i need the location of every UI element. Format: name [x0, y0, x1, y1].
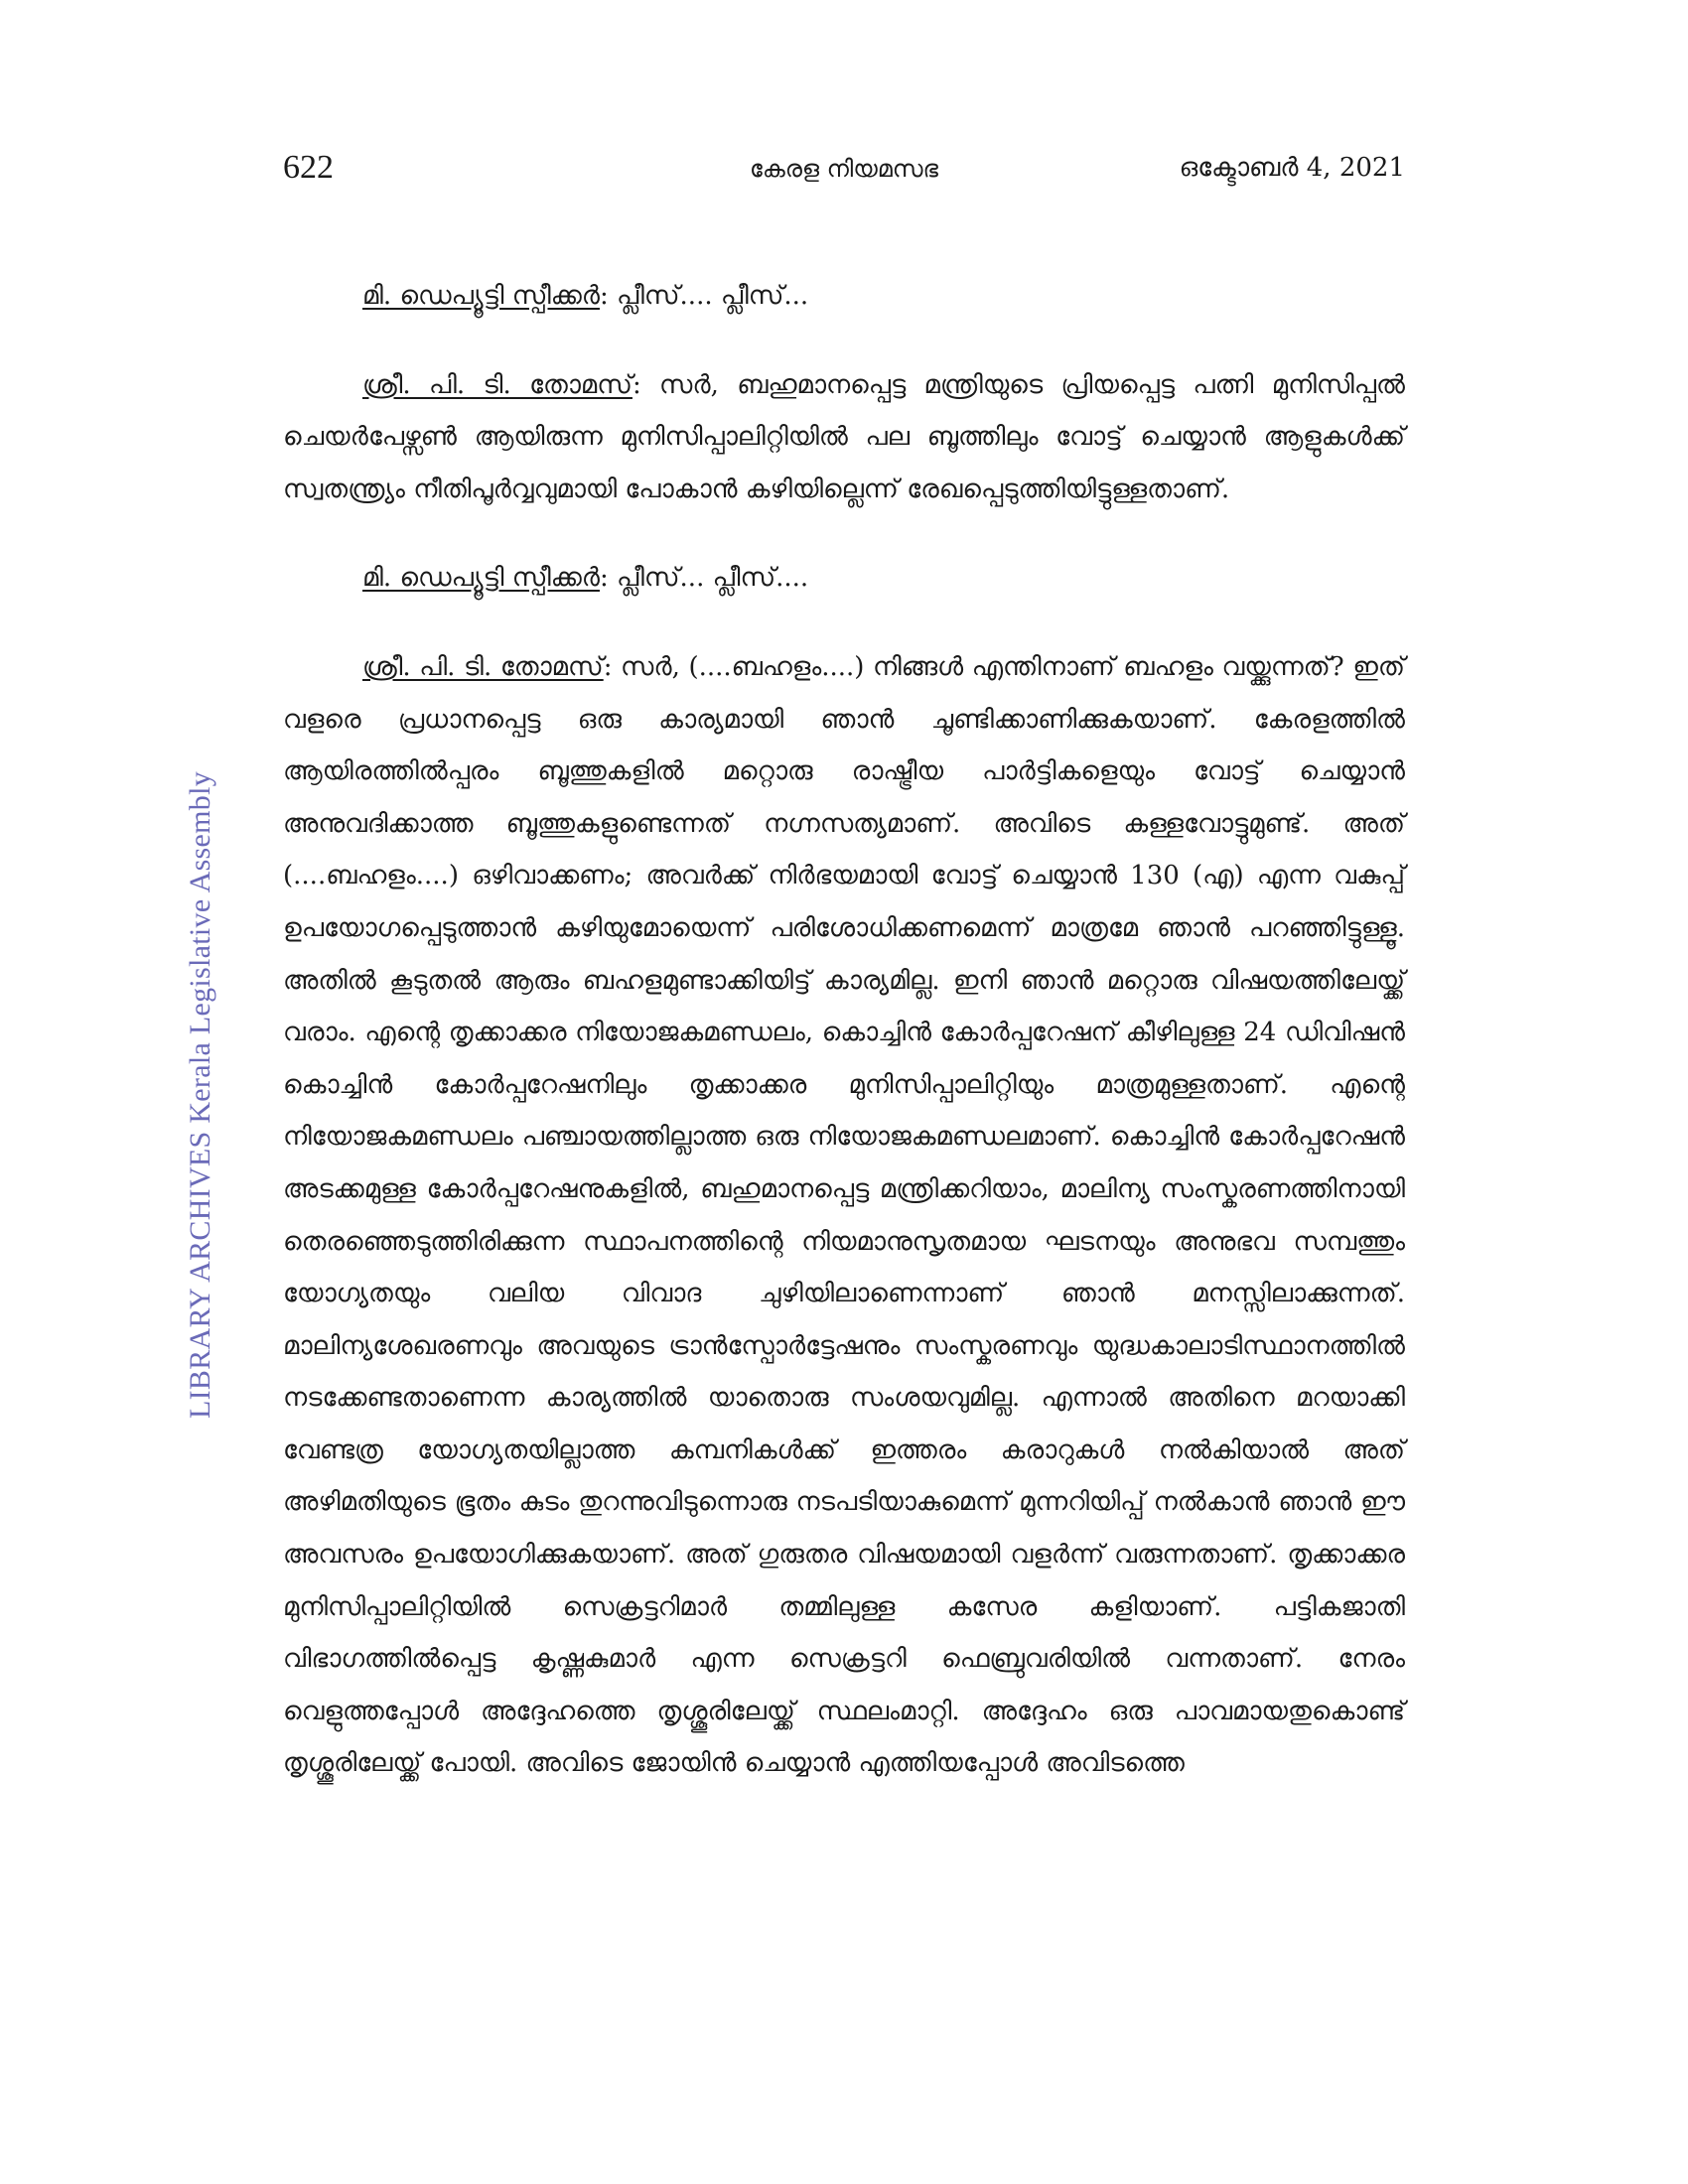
paragraph-text: : പ്ലീസ്... പ്ലീസ്....	[599, 563, 809, 594]
page-number: 622	[283, 149, 334, 186]
running-title: കേരള നിയമസഭ	[749, 155, 939, 183]
page-header	[283, 149, 1405, 199]
paragraph-text: : പ്ലീസ്.... പ്ലീസ്...	[599, 281, 809, 311]
speaker-name: മി. ഡെപ്യൂട്ടി സ്പീക്കർ	[362, 563, 600, 594]
speaker-name: ശ്രീ. പി. ടി. തോമസ്	[362, 369, 633, 400]
paragraph-text: : സർ, ബഹുമാനപ്പെട്ട മന്ത്രിയുടെ പ്രിയപ്പെട്ട പത്നി മുനിസിപ്പൽ ചെയർപേഴ്സൺ ആയിരുന്ന മുനിസിപ്പാലിറ്റിയിൽ പല ബൂത്തിലും വോട്ട് ചെയ്യാൻ ആളുകൾക്ക് സ്വതന്ത്ര്യം നീതിപൂർവ്വവുമായി പോകാൻ കഴിയില്ലെന്ന് രേഖപ്പെടുത്തിയിട്ടുള്ളതാണ്.	[283, 369, 1405, 504]
paragraph-pt-thomas-2	[283, 641, 1405, 1790]
header-date: ഒക്ടോബർ 4, 2021	[1179, 153, 1405, 183]
library-archives-watermark: LIBRARY ARCHIVES Kerala Legislative Assembly	[184, 770, 216, 1420]
paragraph-deputy-speaker-2	[283, 552, 1405, 605]
paragraph-pt-thomas-1	[283, 359, 1405, 516]
paragraph-deputy-speaker-1	[283, 270, 1405, 323]
proceedings-body	[283, 270, 1405, 1827]
paragraph-text: : സർ, (....ബഹളം....) നിങ്ങൾ എന്തിനാണ് ബഹളം വയ്ക്കുന്നത്? ഇത് വളരെ പ്രധാനപ്പെട്ട ഒരു കാര്യമായി ഞാൻ ചൂണ്ടിക്കാണിക്കുകയാണ്. കേരളത്തിൽ ആയിരത്തിൽപ്പരം ബൂത്തുകളിൽ മറ്റൊരു രാഷ്ട്രീയ പാർട്ടികളെയും വോട്ട് ചെയ്യാൻ അനുവദിക്കാത്ത ബൂത്തുകളുണ്ടെന്നത് നഗ്നസത്യമാണ്. അവിടെ കള്ളവോട്ടുമുണ്ട്. അത് (....ബഹളം....) ഒഴിവാക്കണം; അവർക്ക് നിർഭയമായി വോട്ട് ചെയ്യാൻ 130 (എ) എന്ന വകുപ്പ് ഉപയോഗപ്പെടുത്താൻ കഴിയുമോയെന്ന് പരിശോധിക്കണമെന്ന് മാത്രമേ ഞാൻ പറഞ്ഞിട്ടുള്ളൂ. അതിൽ കൂടുതൽ ആരും ബഹളമുണ്ടാക്കിയിട്ട് കാര്യമില്ല. ഇനി ഞാൻ മറ്റൊരു വിഷയത്തിലേയ്ക്ക് വരാം. എന്റെ തൃക്കാക്കര നിയോജകമണ്ഡലം, കൊച്ചിൻ കോർപ്പറേഷന് കീഴിലുള്ള 24 ഡിവിഷൻ കൊച്ചിൻ കോർപ്പറേഷനിലും തൃക്കാക്കര മുനിസിപ്പാലിറ്റിയും മാത്രമുള്ളതാണ്. എന്റെ നിയോജകമണ്ഡലം പഞ്ചായത്തില്ലാത്ത ഒരു നിയോജകമണ്ഡലമാണ്. കൊച്ചിൻ കോർപ്പറേഷൻ അടക്കമുള്ള കോർപ്പറേഷനുകളിൽ, ബഹുമാനപ്പെട്ട മന്ത്രിക്കറിയാം, മാലിന്യ സംസ്കരണത്തിനായി തെരഞ്ഞെടുത്തിരിക്കുന്ന സ്ഥാപനത്തിന്റെ നിയമാനുസൃതമായ ഘടനയും അനുഭവ സമ്പത്തും യോഗ്യതയും വലിയ വിവാദ ചുഴിയിലാണെന്നാണ് ഞാൻ മനസ്സിലാക്കുന്നത്. മാലിന്യശേഖരണവും അവയുടെ ട്രാൻസ്പോർട്ടേഷനും സംസ്കരണവും യുദ്ധകാലാടിസ്ഥാനത്തിൽ നടക്കേണ്ടതാണെന്ന കാര്യത്തിൽ യാതൊരു സംശയവുമില്ല. എന്നാൽ അതിനെ മറയാക്കി വേണ്ടത്ര യോഗ്യതയില്ലാത്ത കമ്പനികൾക്ക് ഇത്തരം കരാറുകൾ നൽകിയാൽ അത് അഴിമതിയുടെ ഭൂതം കുടം തുറന്നുവിടുന്നൊരു നടപടിയാകുമെന്ന് മുന്നറിയിപ്പ് നൽകാൻ ഞാൻ ഈ അവസരം ഉപയോഗിക്കുകയാണ്. അത് ഗുരുതര വിഷയമായി വളർന്ന് വരുന്നതാണ്. തൃക്കാക്കര മുനിസിപ്പാലിറ്റിയിൽ സെക്രട്ടറിമാർ തമ്മിലുള്ള കസേര കളിയാണ്. പട്ടികജാതി വിഭാഗത്തിൽപ്പെട്ട കൃഷ്ണകുമാർ എന്ന സെക്രട്ടറി ഫെബ്രുവരിയിൽ വന്നതാണ്. നേരം വെളുത്തപ്പോൾ അദ്ദേഹത്തെ തൃശ്ശൂരിലേയ്ക്ക് സ്ഥലംമാറ്റി. അദ്ദേഹം ഒരു പാവമായതുകൊണ്ട് തൃശ്ശൂരിലേയ്ക്ക് പോയി. അവിടെ ജോയിൻ ചെയ്യാൻ എത്തിയപ്പോൾ അവിടത്തെ	[283, 651, 1405, 1779]
speaker-name: മി. ഡെപ്യൂട്ടി സ്പീക്കർ	[362, 281, 600, 311]
speaker-name: ശ്രീ. പി. ടി. തോമസ്	[362, 651, 604, 682]
